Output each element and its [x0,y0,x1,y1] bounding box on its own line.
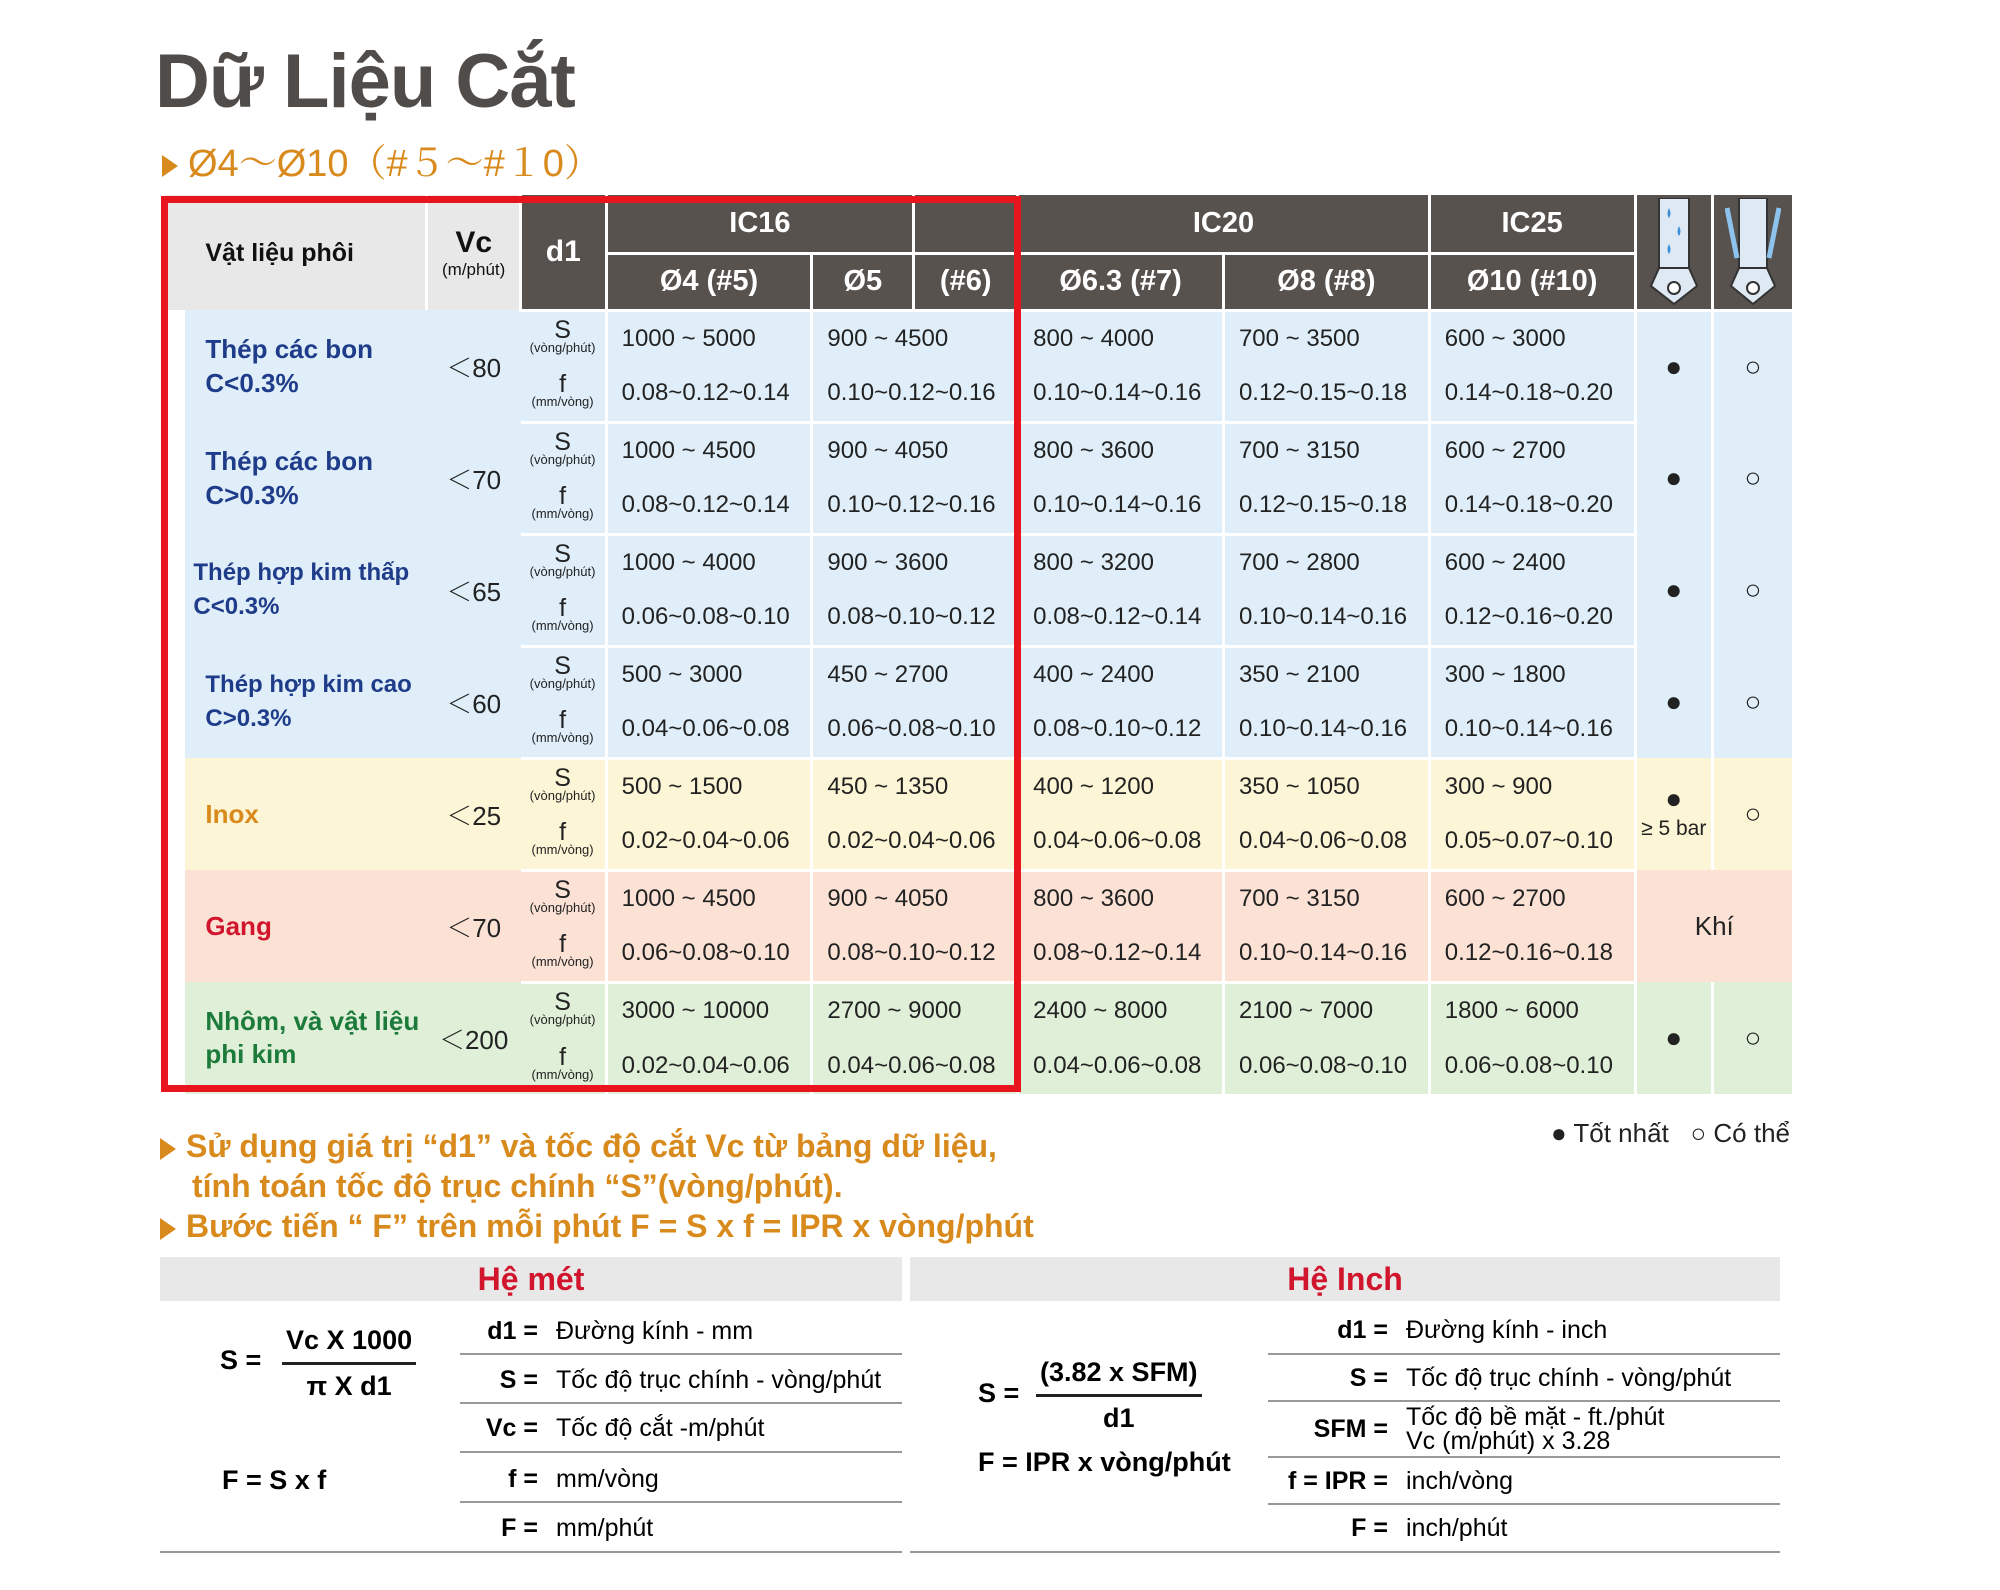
s-label: S (vòng/phút) [521,646,607,702]
triangle-bullet-icon [160,1138,176,1160]
divider [460,1451,902,1453]
header-group-blank [914,195,1018,253]
header-group-ic20: IC20 [1018,195,1430,253]
metric-def [460,1366,881,1395]
material-alloy-high: Thép hợp kim cao C>0.3% [185,646,426,758]
def-key: d1 = [1337,1316,1388,1344]
divider [460,1501,902,1503]
def-value: mm/vòng [556,1465,659,1493]
page-title: Dữ Liệu Cắt [155,39,575,124]
s-value: 800 ~ 3600 [1018,870,1224,926]
inch-panel [910,1257,1780,1301]
f-value: 0.08~0.10~0.12 [812,590,1018,646]
metric-def [460,1414,764,1443]
vc-value: ＜70 [427,422,521,534]
header-vc-label: Vc [455,225,493,259]
inch-def [1268,1467,1513,1496]
f-value: 0.06~0.08~0.10 [606,590,812,646]
inch-numerator: (3.82 x SFM) [1036,1357,1202,1397]
external-coolant-rating: ○ [1712,646,1792,758]
material-alloy-low: Thép hợp kim thấp C<0.3% [185,534,426,646]
def-key: Vc = [485,1414,538,1442]
vc-value: ＜200 [427,982,521,1094]
f-value: 0.10~0.14~0.16 [1018,478,1224,534]
s-value: 800 ~ 3200 [1018,534,1224,590]
def-value: Tốc độ cắt -m/phút [556,1414,765,1442]
s-value: 1000 ~ 4000 [606,534,812,590]
s-value: 600 ~ 3000 [1429,310,1635,366]
inch-title: Hệ Inch [910,1257,1780,1301]
def-value: Tốc độ trục chính - vòng/phút [556,1366,882,1394]
def-value [1406,1405,1664,1453]
def-value: Đường kính - mm [556,1317,754,1345]
internal-coolant-rating: ● [1635,982,1712,1094]
material-cast-iron: Gang [185,870,426,982]
f-value: 0.06~0.08~0.10 [1223,1038,1429,1094]
s-value: 300 ~ 1800 [1429,646,1635,702]
def-value: inch/phút [1406,1514,1508,1542]
f-value: 0.10~0.14~0.16 [1223,926,1429,982]
f-value: 0.02~0.04~0.06 [606,814,812,870]
internal-coolant-rating [1635,758,1712,870]
divider [910,1551,1780,1553]
external-coolant-rating: ○ [1712,310,1792,422]
s-value: 1000 ~ 5000 [606,310,812,366]
def-key: S = [1349,1364,1388,1392]
def-value: Tốc độ trục chính - vòng/phút [1406,1364,1732,1392]
air-coolant: Khí [1635,870,1792,982]
header-material: Vật liệu phôi [185,195,426,310]
inch-denominator: d1 [1103,1403,1135,1433]
f-value: 0.02~0.04~0.06 [812,814,1018,870]
external-coolant-rating: ○ [1712,758,1792,870]
s-value: 350 ~ 1050 [1223,758,1429,814]
legend-best: ● Tốt nhất [1550,1118,1669,1148]
external-coolant-rating: ○ [1712,534,1792,646]
s-value: 450 ~ 1350 [812,758,1018,814]
header-d1: d1 [521,195,607,310]
inch-s-label: S = [978,1378,1020,1408]
material-aluminum: Nhôm, và vật liệu phi kim [185,982,426,1094]
s-value: 1000 ~ 4500 [606,870,812,926]
def-key: F = [1351,1514,1388,1542]
f-label: f (mm/vòng) [521,366,607,422]
f-value: 0.10~0.14~0.16 [1018,366,1224,422]
s-value: 700 ~ 2800 [1223,534,1429,590]
f-label: f (mm/vòng) [521,814,607,870]
s-value: 500 ~ 1500 [606,758,812,814]
s-label: S (vòng/phút) [521,422,607,478]
metric-def [460,1514,653,1543]
metric-def [460,1465,659,1494]
f-value: 0.10~0.14~0.16 [1223,590,1429,646]
header-spacer [165,195,185,310]
subtitle-text: Ø4～Ø10（#５～#１0） [188,143,602,185]
internal-coolant-icon [1649,198,1699,306]
def-key: f = [508,1465,538,1493]
f-value: 0.04~0.06~0.08 [812,1038,1018,1094]
s-value: 800 ~ 3600 [1018,422,1224,478]
f-value: 0.10~0.14~0.16 [1223,702,1429,758]
note-text: Sử dụng giá trị “d1” và tốc độ cắt Vc từ bảng dữ liệu, [186,1128,997,1164]
def-value-line1: Tốc độ bề mặt - ft./phút [1406,1403,1665,1431]
f-value: 0.06~0.08~0.10 [812,702,1018,758]
f-value: 0.06~0.08~0.10 [606,926,812,982]
def-value: mm/phút [556,1514,654,1542]
material-carbon-high: Thép các bon C>0.3% [185,422,426,534]
s-value: 900 ~ 4500 [812,310,1018,366]
legend [1551,1118,1790,1149]
header-vc-unit: (m/phút) [442,259,506,279]
header-size-8: Ø8 (#8) [1223,253,1429,310]
metric-f-formula: F = S x f [222,1465,327,1495]
legend-possible: ○ Có thể [1690,1118,1790,1148]
f-value: 0.04~0.06~0.08 [1018,814,1224,870]
s-value: 450 ~ 2700 [812,646,1018,702]
f-value: 0.04~0.06~0.08 [1018,1038,1224,1094]
metric-def [460,1317,753,1346]
def-key: S = [499,1366,538,1394]
s-value: 3000 ~ 10000 [606,982,812,1038]
note-text: Bước tiến “ F” trên mỗi phút F = S x f = IPR x vòng/phút [186,1208,1034,1244]
s-label: S (vòng/phút) [521,758,607,814]
triangle-bullet-icon [162,155,178,177]
s-value: 700 ~ 3500 [1223,310,1429,366]
f-value: 0.12~0.15~0.18 [1223,366,1429,422]
header-group-ic16: IC16 [606,195,914,253]
def-value: Đường kính - inch [1406,1316,1608,1344]
internal-coolant-rating: ● [1635,534,1712,646]
s-label: S (vòng/phút) [521,982,607,1038]
f-label: f (mm/vòng) [521,478,607,534]
header-size-10: Ø10 (#10) [1429,253,1635,310]
f-value: 0.08~0.10~0.12 [1018,702,1224,758]
s-value: 2400 ~ 8000 [1018,982,1224,1038]
inch-def [1268,1514,1507,1543]
s-value: 900 ~ 4050 [812,422,1018,478]
s-value: 1000 ~ 4500 [606,422,812,478]
vc-value: ＜60 [427,646,521,758]
metric-panel [160,1257,902,1301]
cutting-data-table [165,195,1792,1094]
s-value: 2100 ~ 7000 [1223,982,1429,1038]
s-value: 300 ~ 900 [1429,758,1635,814]
internal-coolant-rating: ● [1635,646,1712,758]
metric-numerator: Vc X 1000 [282,1325,416,1365]
s-value: 500 ~ 3000 [606,646,812,702]
note-line-3 [160,1208,1034,1245]
divider [1268,1400,1780,1402]
note-line-1 [160,1128,997,1165]
rating-symbol: ● [1665,783,1683,814]
f-label: f (mm/vòng) [521,702,607,758]
f-value: 0.08~0.12~0.14 [606,366,812,422]
f-value: 0.14~0.18~0.20 [1429,366,1635,422]
inch-def [1268,1405,1664,1453]
def-key: SFM = [1313,1415,1388,1443]
def-key: f = IPR = [1287,1467,1388,1495]
inch-f-formula: F = IPR x vòng/phút [978,1447,1231,1477]
divider [460,1353,902,1355]
vc-value: ＜80 [427,310,521,422]
f-value: 0.08~0.12~0.14 [1018,590,1224,646]
internal-coolant-rating: ● [1635,422,1712,534]
pressure-note: ≥ 5 bar [1641,817,1707,840]
external-coolant-rating: ○ [1712,422,1792,534]
inch-fraction [1036,1357,1202,1434]
metric-title: Hệ mét [160,1257,902,1301]
s-value: 700 ~ 3150 [1223,422,1429,478]
f-value: 0.08~0.10~0.12 [812,926,1018,982]
s-value: 400 ~ 1200 [1018,758,1224,814]
f-value: 0.10~0.14~0.16 [1429,702,1635,758]
f-value: 0.14~0.18~0.20 [1429,478,1635,534]
material-inox: Inox [185,758,426,870]
note-line-2: tính toán tốc độ trục chính “S”(vòng/phút). [192,1168,843,1204]
s-value: 400 ~ 2400 [1018,646,1224,702]
inch-def [1268,1364,1731,1393]
f-label: f (mm/vòng) [521,1038,607,1094]
header-size-4: Ø4 (#5) [606,253,812,310]
divider [460,1402,902,1404]
divider [1268,1503,1780,1505]
metric-fraction [282,1325,416,1402]
s-label: S (vòng/phút) [521,310,607,366]
f-label: f (mm/vòng) [521,926,607,982]
def-value: inch/vòng [1406,1467,1514,1495]
f-label: f (mm/vòng) [521,590,607,646]
external-coolant-rating: ○ [1712,982,1792,1094]
divider [160,1551,902,1553]
f-value: 0.08~0.12~0.14 [1018,926,1224,982]
s-label: S (vòng/phút) [521,534,607,590]
f-value: 0.12~0.15~0.18 [1223,478,1429,534]
s-value: 2700 ~ 9000 [812,982,1018,1038]
material-carbon-low: Thép các bon C<0.3% [185,310,426,422]
f-value: 0.05~0.07~0.10 [1429,814,1635,870]
header-size-6-3: Ø6.3 (#7) [1018,253,1224,310]
vc-value: ＜25 [427,758,521,870]
header-size-6: (#6) [914,253,1018,310]
f-value: 0.12~0.16~0.20 [1429,590,1635,646]
metric-s-label: S = [220,1345,262,1375]
header-internal-coolant [1635,195,1712,310]
f-value: 0.10~0.12~0.16 [812,366,1018,422]
header-vc [427,195,521,310]
f-value: 0.02~0.04~0.06 [606,1038,812,1094]
s-value: 800 ~ 4000 [1018,310,1224,366]
f-value: 0.10~0.12~0.16 [812,478,1018,534]
def-key: F = [501,1514,538,1542]
divider [1268,1353,1780,1355]
s-value: 1800 ~ 6000 [1429,982,1635,1038]
s-value: 600 ~ 2700 [1429,870,1635,926]
external-coolant-icon [1725,198,1781,306]
divider [1268,1456,1780,1458]
metric-denominator: π X d1 [306,1371,392,1401]
s-value: 600 ~ 2400 [1429,534,1635,590]
f-value: 0.08~0.12~0.14 [606,478,812,534]
s-label: S (vòng/phút) [521,870,607,926]
s-value: 350 ~ 2100 [1223,646,1429,702]
s-value: 900 ~ 4050 [812,870,1018,926]
triangle-bullet-icon [160,1218,176,1240]
header-external-coolant [1712,195,1792,310]
inch-def [1268,1316,1607,1345]
def-key: d1 = [487,1317,538,1345]
s-value: 600 ~ 2700 [1429,422,1635,478]
def-value-line2: Vc (m/phút) x 3.28 [1406,1427,1611,1455]
vc-value: ＜70 [427,870,521,982]
f-value: 0.04~0.06~0.08 [1223,814,1429,870]
f-value: 0.12~0.16~0.18 [1429,926,1635,982]
page-subtitle [162,132,602,187]
s-value: 700 ~ 3150 [1223,870,1429,926]
header-size-5: Ø5 [812,253,914,310]
s-value: 900 ~ 3600 [812,534,1018,590]
f-value: 0.04~0.06~0.08 [606,702,812,758]
vc-value: ＜65 [427,534,521,646]
header-group-ic25: IC25 [1429,195,1635,253]
internal-coolant-rating: ● [1635,310,1712,422]
f-value: 0.06~0.08~0.10 [1429,1038,1635,1094]
